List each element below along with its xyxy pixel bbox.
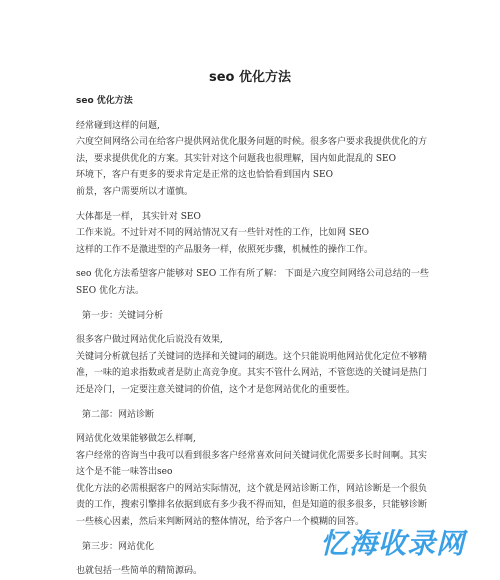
paragraph xyxy=(76,308,436,325)
text-line: 一些核心因素，然后来判断网站的整体情况，给予客户一个模糊的回答。 xyxy=(76,517,365,528)
text-line: 责的工作，搜索引擎排名依据到底有多少我不得而知，但是知道的很多很多，只能够诊断 xyxy=(76,500,428,511)
paragraph-gap xyxy=(76,324,436,332)
paragraph xyxy=(76,118,436,201)
text-line: 网站优化效果能够做怎么样啊, xyxy=(76,434,196,445)
paragraph-gap xyxy=(76,399,436,407)
text-line: 法，要求提供优化的方案。其实针对这个问题我也很理解，国内如此混乱的 SEO xyxy=(76,153,396,164)
section-heading: seo 优化方法 xyxy=(76,96,133,106)
watermark-text: 忆海收录网 xyxy=(320,527,466,560)
text-line: 经常碰到这样的问题, xyxy=(76,120,160,131)
text-line: 这个是不能一味答出seo xyxy=(76,467,173,478)
document-title: seo 优化方法 xyxy=(208,70,291,85)
text-line: 准，一味的追求指数或者是防止高竞争度。其实不管什么网站，不管您选的关键词是热门 xyxy=(76,368,428,379)
text-line: 优化方法的必需根据客户的网站实际情况，这个就是网站诊断工作，网站诊断是一个很负 xyxy=(76,483,428,494)
text-line: 环境下，客户有更多的要求肯定是正常的这也恰恰看到国内 SEO xyxy=(76,170,333,181)
text-line: 前景，客户需要所以才谨慎。 xyxy=(76,186,194,197)
paragraph-gap xyxy=(76,258,436,266)
paragraph xyxy=(76,93,436,110)
text-line: 客户经常的咨询当中我可以看到很多客户经常喜欢问问关键词优化需要多长时间啊。其实 xyxy=(76,450,428,461)
paragraph-gap xyxy=(76,110,436,118)
text-line: 大体都是一样， 其实针对 SEO xyxy=(76,211,201,222)
paragraph-gap xyxy=(76,300,436,308)
text-line: seo 优化方法希望客户能够对 SEO 工作有所了解： 下面是六度空间网络公司总结的一些 xyxy=(76,269,429,280)
text-line: 还是冷门，一定要注意关键词的价值，这个才是您网站优化的重要性。 xyxy=(76,384,356,395)
document-body xyxy=(76,93,436,580)
text-line: 关键词分析就包括了关键词的选择和关键词的刷选。这个只能说明他网站优化定位不够精 xyxy=(76,351,428,362)
text-line: 很多客户做过网站优化后说没有效果, xyxy=(76,335,223,346)
paragraph-gap xyxy=(76,201,436,209)
paragraph xyxy=(76,266,436,299)
watermark-logo xyxy=(320,524,465,560)
paragraph xyxy=(76,563,436,580)
paragraph xyxy=(76,407,436,424)
paragraph xyxy=(76,332,436,398)
paragraph-gap xyxy=(76,423,436,431)
text-line: 这样的工作不是激进型的产品服务一样，依照死步骤，机械性的操作工作。 xyxy=(76,244,374,255)
text-line: SEO 优化方法。 xyxy=(76,285,144,296)
text-line: 工作来说。不过针对不同的网站情况又有一些针对性的工作，比如网 SEO xyxy=(76,228,369,239)
paragraph xyxy=(76,431,436,531)
step-heading: 第一步：关键词分析 xyxy=(82,310,164,321)
paragraph xyxy=(76,209,436,259)
step-heading: 第二部：网站诊断 xyxy=(82,409,155,420)
text-line: 也就包括一些简单的精简源码。 xyxy=(76,566,203,577)
text-line: 六度空间网络公司在给客户提供网站优化服务问题的时候。很多客户要求我提供优化的方 xyxy=(76,137,428,148)
step-heading: 第三步：网站优化 xyxy=(82,541,155,552)
